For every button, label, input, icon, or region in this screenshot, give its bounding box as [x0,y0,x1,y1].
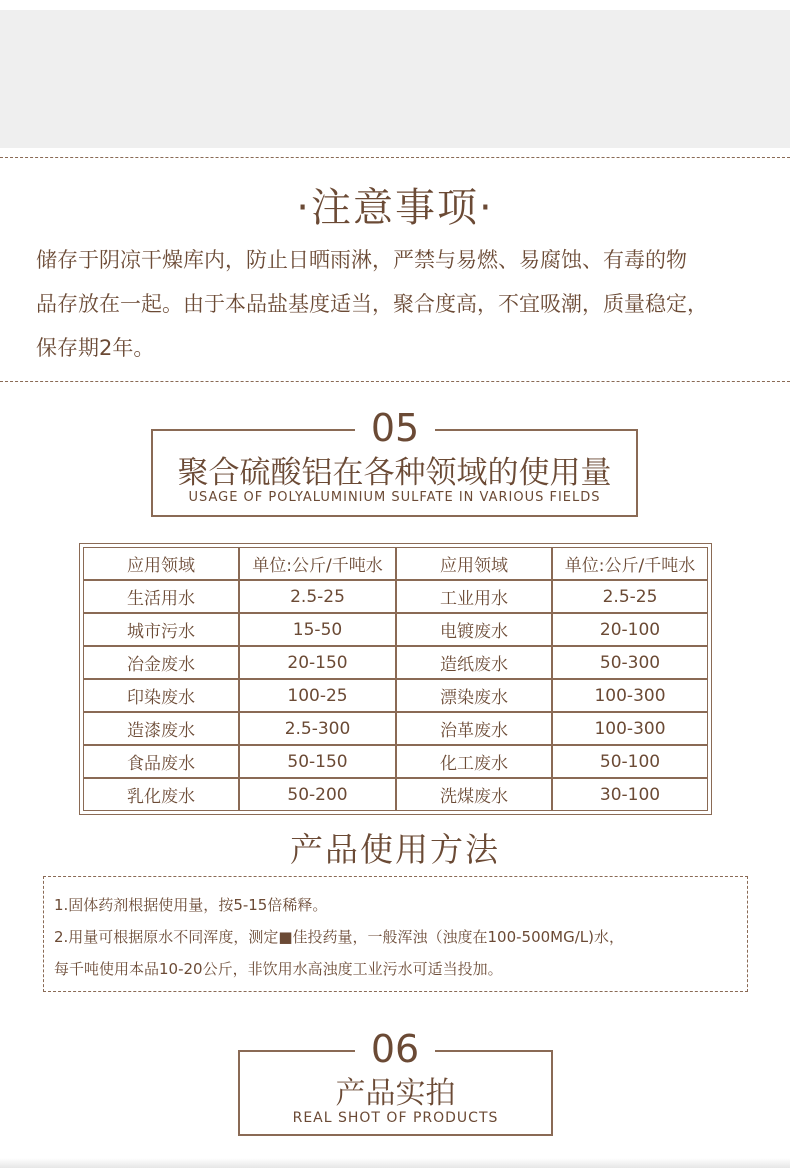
table-dosage-cell: 2.5-25 [239,580,396,613]
table-field-cell: 电镀废水 [396,613,552,646]
table-dosage-cell: 2.5-300 [239,712,396,745]
table-field-cell: 漂染废水 [396,679,552,712]
table-field-cell: 洗煤废水 [396,778,552,811]
table-dosage-cell: 100-300 [552,712,708,745]
table-field-cell: 生活用水 [83,580,239,613]
table-dosage-cell: 50-300 [552,646,708,679]
table-dosage-cell: 50-100 [552,745,708,778]
table-field-cell: 治革废水 [396,712,552,745]
table-dosage-cell: 2.5-25 [552,580,708,613]
section-05-number: 05 [355,408,435,448]
section-06-number: 06 [355,1029,435,1069]
table-field-cell: 工业用水 [396,580,552,613]
method-line: 2.用量可根据原水不同浑度，测定■佳投药量，一般浑浊（浊度在100-500MG/L)水， [54,928,624,946]
table-header-row [83,547,708,580]
bottom-shade [0,1158,790,1168]
section-06-title: 产品实拍 [335,1076,456,1111]
table-row [83,646,708,679]
table-dosage-cell: 50-150 [239,745,396,778]
table-row [83,613,708,646]
section-05-subtitle: USAGE OF POLYALUMINIUM SULFATE IN VARIOUS FIELDS [188,490,601,505]
table-field-cell: 化工废水 [396,745,552,778]
method-box [43,876,748,992]
notice-title: ·注意事项· [296,185,494,231]
section-05-title: 聚合硫酸铝在各种领域的使用量 [177,455,612,491]
table-dosage-cell: 30-100 [552,778,708,811]
table-field-cell: 乳化废水 [83,778,239,811]
table-row [83,580,708,613]
notice-text [36,238,766,370]
table-field-cell: 印染废水 [83,679,239,712]
table-dosage-cell: 100-25 [239,679,396,712]
table-row [83,712,708,745]
table-header-cell: 应用领域 [83,547,239,580]
table-dosage-cell: 20-100 [552,613,708,646]
table-field-cell: 造漆废水 [83,712,239,745]
method-title: 产品使用方法 [290,830,500,869]
method-line: 每千吨使用本品10-20公斤，非饮用水高浊度工业污水可适当投加。 [54,960,503,978]
divider-middle [0,381,790,382]
table-row [83,679,708,712]
table-dosage-cell: 20-150 [239,646,396,679]
method-line: 1.固体药剂根据使用量，按5-15倍稀释。 [54,896,328,914]
notice-line: 品存放在一起。由于本品盐基度适当，聚合度高，不宜吸潮，质量稳定， [36,292,708,316]
usage-table [79,543,712,815]
table-dosage-cell: 100-300 [552,679,708,712]
divider-top [0,157,790,158]
table-dosage-cell: 15-50 [239,613,396,646]
table-header-cell: 单位:公斤/千吨水 [552,547,708,580]
table-header-cell: 应用领域 [396,547,552,580]
table-field-cell: 冶金废水 [83,646,239,679]
table-dosage-cell: 50-200 [239,778,396,811]
notice-line: 保存期2年。 [36,336,155,360]
table-field-cell: 造纸废水 [396,646,552,679]
notice-line: 储存于阴凉干燥库内，防止日晒雨淋，严禁与易燃、易腐蚀、有毒的物 [36,248,687,272]
table-field-cell: 城市污水 [83,613,239,646]
table-row [83,778,708,811]
top-banner [0,10,790,148]
table-row [83,745,708,778]
table-header-cell: 单位:公斤/千吨水 [239,547,396,580]
table-field-cell: 食品废水 [83,745,239,778]
section-06-subtitle: REAL SHOT OF PRODUCTS [292,1110,499,1126]
